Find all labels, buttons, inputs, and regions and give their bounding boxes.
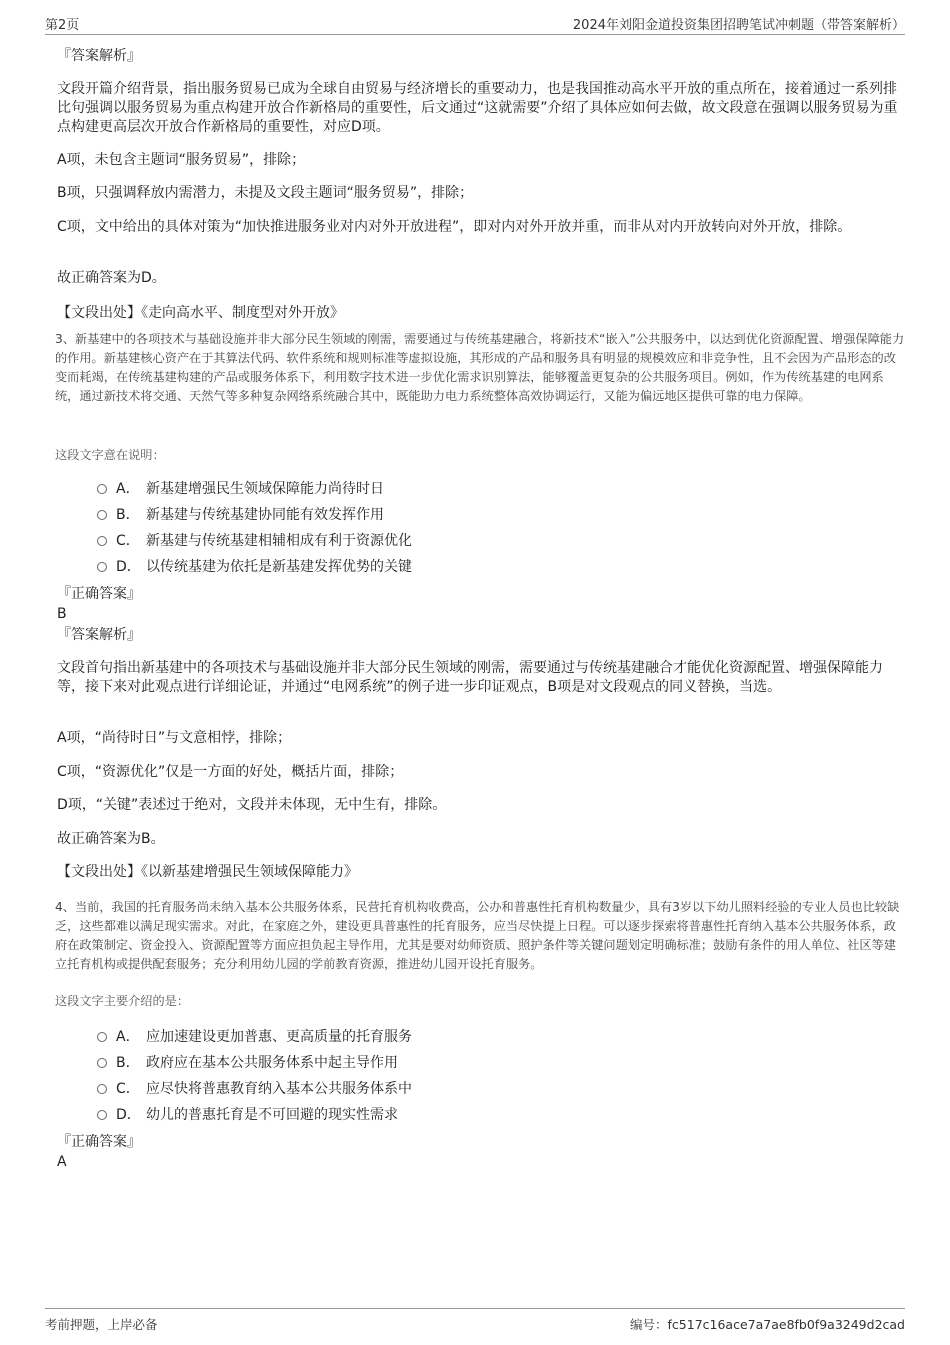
radio-icon[interactable] [97, 510, 107, 520]
q3-option-a[interactable] [97, 479, 384, 499]
document-title: 2024年刘阳金道投资集团招聘笔试冲刺题（带答案解析） [572, 18, 905, 33]
q3-answer-label: 『正确答案』 [57, 586, 141, 602]
page-number: 第2页 [45, 18, 80, 33]
q3-conclusion: 故正确答案为B。 [57, 831, 165, 847]
option-text: 应尽快将普惠教育纳入基本公共服务体系中 [146, 1081, 412, 1097]
radio-icon[interactable] [97, 1084, 107, 1094]
option-letter: C． [116, 1081, 140, 1097]
radio-icon[interactable] [97, 1110, 107, 1120]
option-letter: D． [116, 559, 141, 575]
footer-code: 编号：fc517c16ace7a7ae8fb0f9a3249d2cad [630, 1317, 905, 1332]
option-text: 新基建与传统基建相辅相成有利于资源优化 [146, 533, 412, 549]
q4-option-c[interactable] [97, 1079, 412, 1099]
q4-prompt: 这段文字主要介绍的是： [55, 994, 190, 1008]
q2-note-b: B项，只强调释放内需潜力，未提及文段主题词“服务贸易”，排除； [57, 185, 474, 201]
option-text: 应加速建设更加普惠、更高质量的托育服务 [146, 1029, 412, 1045]
q3-option-c[interactable] [97, 531, 412, 551]
option-letter: C． [116, 533, 140, 549]
q4-option-d[interactable] [97, 1105, 398, 1125]
radio-icon[interactable] [97, 1032, 107, 1042]
q2-source: 【文段出处】《走向高水平、制度型对外开放》 [57, 305, 344, 321]
q3-analysis: 文段首句指出新基建中的各项技术与基础设施并非大部分民生领域的刚需，需要通过与传统基建融合才能优化资源配置、增强保障能力等，接下来对此观点进行详细论证，并通过“电网系统”的例子进一步印证观点，B项是对文段观点的同义替换，当选。 [57, 660, 883, 695]
q3-note-c: C项，“资源优化”仅是一方面的好处，概括片面，排除； [57, 764, 404, 780]
option-letter: A． [116, 481, 140, 497]
q4-option-b[interactable] [97, 1053, 398, 1073]
option-letter: B． [116, 507, 140, 523]
q4-answer-label: 『正确答案』 [57, 1134, 141, 1150]
radio-icon[interactable] [97, 536, 107, 546]
q3-source: 【文段出处】《以新基建增强民生领域保障能力》 [57, 864, 358, 880]
page-footer [45, 1308, 905, 1337]
option-letter: B． [116, 1055, 140, 1071]
q3-note-d: D项，“关键”表述过于绝对，文段并未体现，无中生有，排除。 [57, 797, 447, 813]
option-text: 幼儿的普惠托育是不可回避的现实性需求 [146, 1107, 398, 1123]
option-letter: A． [116, 1029, 140, 1045]
q2-analysis-label: 『答案解析』 [57, 48, 141, 64]
radio-icon[interactable] [97, 562, 107, 572]
q3-answer: B [57, 606, 67, 622]
q3-option-d[interactable] [97, 557, 412, 577]
option-text: 新基建增强民生领域保障能力尚待时日 [146, 481, 384, 497]
option-text: 新基建与传统基建协同能有效发挥作用 [146, 507, 384, 523]
q2-note-a: A项，未包含主题词“服务贸易”，排除； [57, 152, 306, 168]
q2-conclusion: 故正确答案为D。 [57, 270, 166, 286]
q2-note-c: C项，文中给出的具体对策为“加快推进服务业对内对外开放进程”，即对内对外开放并重，而非从对内开放转向对外开放，排除。 [57, 219, 852, 235]
q4-stem: 4、当前，我国的托育服务尚未纳入基本公共服务体系，民营托育机构收费高，公办和普惠性托育机构数量少，具有3岁以下幼儿照料经验的专业人员也比较缺乏，这些都难以满足现实需求。对此，在家庭之外，建设更具普惠性的托育服务，应当尽快提上日程。可以逐步探索将普惠性托育纳入基本公共服务体系，政府在政策制定、资金投入、资源配置等方面应担负起主导作用，尤其是要对幼师资质、照护条件等关键问题划定明确标准；鼓励有条件的用人单位、社区等建立托育机构或提供配套服务；充分利用幼儿园的学前教育资源，推进幼儿园开设托育服务。 [55, 900, 900, 971]
q2-analysis: 文段开篇介绍背景，指出服务贸易已成为全球自由贸易与经济增长的重要动力，也是我国推动高水平开放的重点所在，接着通过一系列排比句强调以服务贸易为重点构建开放合作新格局的重要性，后文通过“这就需要”介绍了具体应如何去做，故文段意在强调以服务贸易为重点构建更高层次开放合作新格局的重要性，对应D项。 [57, 81, 898, 135]
q4-answer: A [57, 1154, 67, 1170]
q3-prompt: 这段文字意在说明： [55, 448, 165, 462]
option-text: 以传统基建为依托是新基建发挥优势的关键 [146, 559, 412, 575]
option-text: 政府应在基本公共服务体系中起主导作用 [146, 1055, 398, 1071]
radio-icon[interactable] [97, 1058, 107, 1068]
q3-option-b[interactable] [97, 505, 384, 525]
q4-option-a[interactable] [97, 1027, 412, 1047]
footer-slogan: 考前押题，上岸必备 [45, 1317, 158, 1332]
option-letter: D． [116, 1107, 141, 1123]
q3-analysis-label: 『答案解析』 [57, 627, 141, 643]
q3-stem: 3、新基建中的各项技术与基础设施并非大部分民生领域的刚需，需要通过与传统基建融合，将新技术“嵌入”公共服务中，以达到优化资源配置、增强保障能力的作用。新基建核心资产在于其算法代码、软件系统和规则标准等虚拟设施，其形成的产品和服务具有明显的规模效应和非竞争性，且不会因为产品形态的改变而耗竭，在传统基建构建的产品或服务体系下，利用数字技术进一步优化需求识别算法，能够覆盖更复杂的公共服务项目。例如，作为传统基建的电网系统，通过新技术将交通、天然气等多种复杂网络系统融合其中，既能助力电力系统整体高效协调运行，又能为偏远地区提供可靠的电力保障。 [55, 332, 905, 403]
page-header [45, 12, 905, 35]
q3-note-a: A项，“尚待时日”与文意相悖，排除； [57, 730, 292, 746]
radio-icon[interactable] [97, 484, 107, 494]
